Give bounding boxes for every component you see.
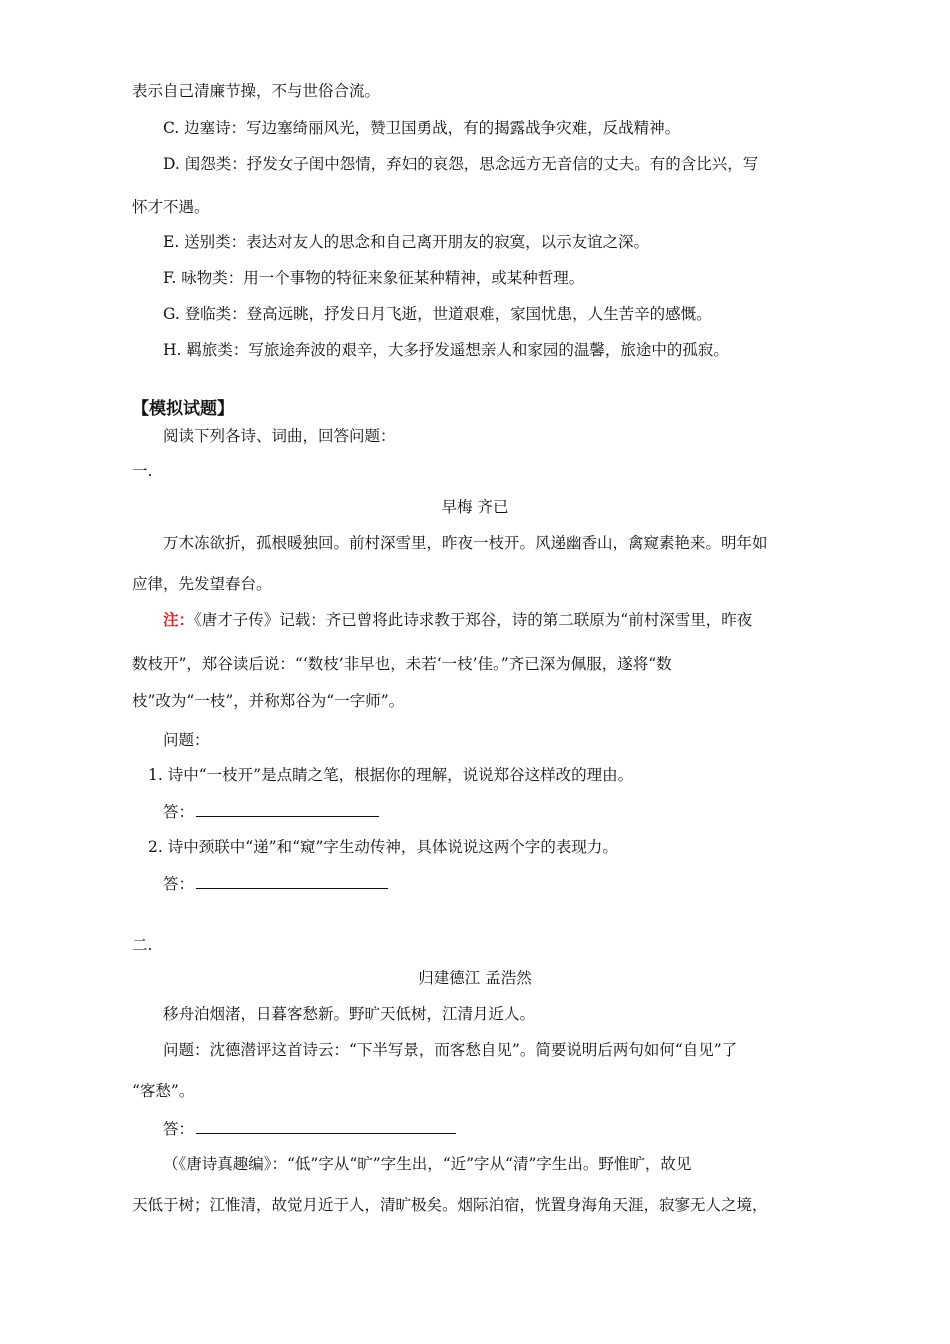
question-number-2: 二. [132, 936, 153, 954]
answer-blank[interactable] [196, 800, 379, 817]
note-line-1 [163, 609, 752, 631]
poem-line-2: 应律，先发望春台。 [132, 575, 272, 593]
answer-line-1 [163, 800, 379, 823]
answer-blank[interactable] [196, 1117, 456, 1134]
poem-title-1: 早梅 齐已 [441, 498, 509, 516]
text-line-g: G. 登临类：登高远眺，抒发日月飞逝，世道艰难，家国忧患，人生苦辛的感慨。 [163, 305, 712, 323]
poem-line-1: 万木冻欲折，孤根暖独回。前村深雪里，昨夜一枝开。风递幽香山，禽窥素艳来。明年如 [163, 534, 768, 552]
text-line-f: F. 咏物类：用一个事物的特征来象征某种精神，或某种哲理。 [163, 269, 585, 287]
poem2-question-2: “客愁”。 [132, 1082, 195, 1100]
section-title: 【模拟试题】 [132, 399, 234, 419]
poem-title-2: 归建德江 孟浩然 [418, 969, 532, 987]
answer-label: 答： [163, 1120, 195, 1138]
text-line-h: H. 羁旅类：写旅途奔波的艰辛，大多抒发遥想亲人和家园的温馨，旅途中的孤寂。 [163, 341, 729, 359]
answer-label: 答： [163, 803, 195, 821]
answer-line-3 [163, 1117, 456, 1140]
text-line: 表示自己清廉节操，不与世俗合流。 [132, 82, 381, 100]
reference-line-1: （《唐诗真趣编》：“低”字从“旷”字生出，“近”字从“清”字生出。野惟旷，故见 [163, 1155, 692, 1173]
poem2-line-1: 移舟泊烟渚，日暮客愁新。野旷天低树，江清月近人。 [163, 1005, 536, 1023]
text-line-e: E. 送别类：表达对友人的思念和自己离开朋友的寂寞，以示友谊之深。 [163, 233, 650, 251]
text-line-c: C. 边塞诗：写边塞绮丽风光，赞卫国勇战，有的揭露战争灾难，反战精神。 [163, 119, 681, 137]
text-line-d1: D. 闺怨类：抒发女子闺中怨情，弃妇的哀怨，思念远方无音信的丈夫。有的含比兴，写 [163, 155, 759, 173]
question-2: 2. 诗中颈联中“递”和“窥”字生动传神，具体说说这两个字的表现力。 [148, 838, 618, 856]
answer-label: 答： [163, 875, 195, 893]
note-text: 《唐才子传》记载：齐已曾将此诗求教于郑谷，诗的第二联原为“前村深雪里，昨夜 [194, 611, 753, 629]
question-1: 1. 诗中“一枝开”是点睛之笔，根据你的理解，说说郑谷这样改的理由。 [148, 766, 634, 784]
note-line-3: 枝”改为“一枝”，并称郑谷为“一字师”。 [132, 692, 405, 710]
intro-text: 阅读下列各诗、词曲，回答问题： [163, 427, 396, 445]
note-line-2: 数枝开”，郑谷读后说：“‘数枝’非早也，未若‘一枝’佳。”齐已深为佩服，遂将“数 [132, 655, 672, 673]
question-number-1: 一. [132, 462, 153, 480]
reference-line-2: 天低于树；江惟清，故觉月近于人，清旷极矣。烟际泊宿，恍置身海角天涯，寂寥无人之境， [132, 1196, 768, 1214]
poem2-question-1: 问题：沈德潜评这首诗云：“下半写景，而客愁自见”。简要说明后两句如何“自见”了 [163, 1041, 738, 1059]
questions-label: 问题： [163, 731, 210, 749]
note-label: 注： [163, 610, 195, 629]
text-line-d2: 怀才不遇。 [132, 198, 210, 216]
answer-line-2 [163, 872, 388, 895]
answer-blank[interactable] [196, 872, 388, 889]
